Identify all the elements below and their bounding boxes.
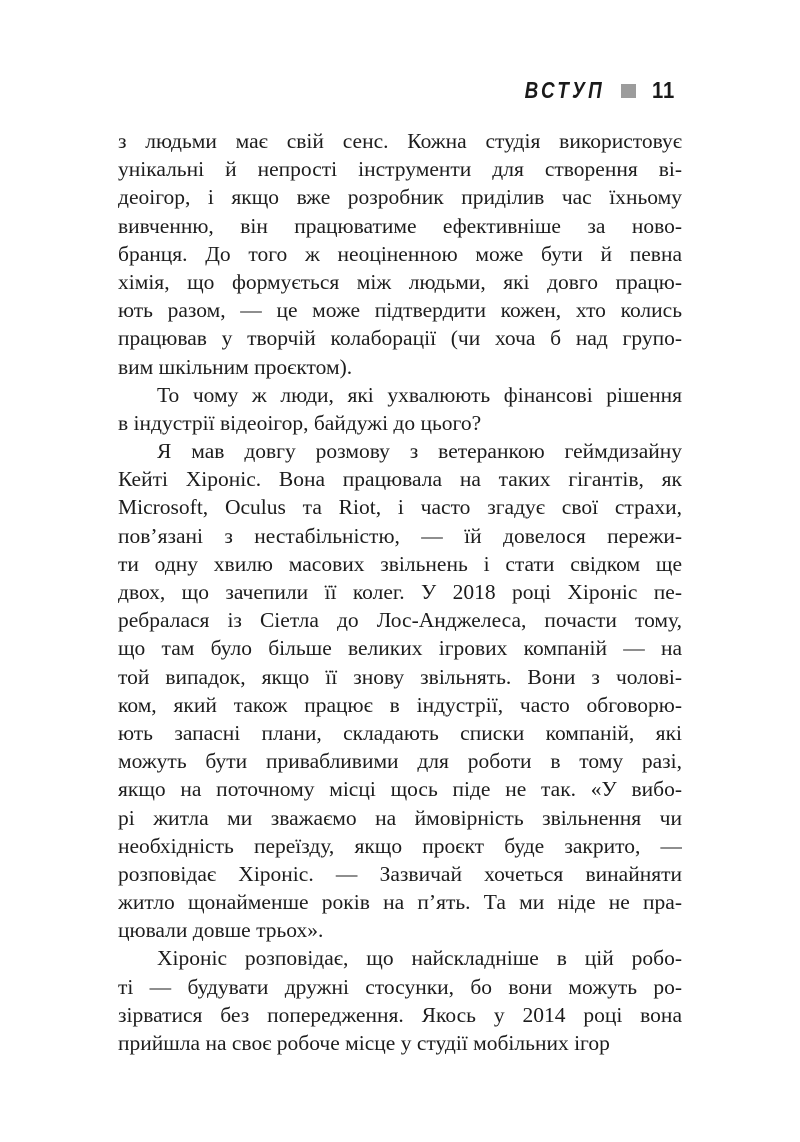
text-line: ті — будувати дружні стосунки, бо вони можуть ро- [118, 974, 682, 999]
text-line: необхідність переїзду, якщо проєкт буде закрито, — [118, 833, 682, 858]
text-line: ють запасні плани, складають списки компаній, які [118, 720, 682, 745]
text-line: ти одну хвилю масових звільнень і стати свідком ще [118, 551, 682, 576]
text-line: Microsoft, Oculus та Riot, і часто згадує свої страхи, [118, 495, 682, 520]
text-line: якщо на поточному місці щось піде не так. «У вибо- [118, 777, 682, 802]
text-line: То чому ж люди, які ухвалюють фінансові рішення [157, 382, 682, 407]
text-line: ють разом, — це може підтвердити кожен, хто колись [118, 298, 682, 323]
section-title: ВСТУП [524, 77, 605, 103]
text-line: рі житла ми зважаємо на ймовірність звільнення чи [118, 805, 682, 830]
text-line: той випадок, якщо її знову звільнять. Вони з чолові- [118, 664, 682, 689]
text-line: з людьми має свій сенс. Кожна студія використовує [118, 129, 682, 153]
text-line: деоігор, і якщо вже розробник приділив час їхньому [118, 185, 682, 210]
text-line: вивченню, він працюватиме ефективніше за ново- [118, 213, 682, 238]
text-line: працював у творчій колаборації (чи хоча б над групо- [118, 326, 682, 351]
text-line: Я мав довгу розмову з ветеранкою геймдизайну [157, 439, 682, 464]
text-line: ребралася із Сіетла до Лос-Анджелеса, почасти тому, [118, 608, 682, 633]
text-line: двох, що зачепили її колег. У 2018 році Хіроніс пе- [118, 580, 682, 604]
text-line: в індустрії відеоігор, байдужі до цього? [118, 410, 482, 435]
text-line: прийшла на своє робоче місце у студії мобільних ігор [118, 1031, 610, 1055]
page-number: 11 [651, 77, 675, 103]
body-text [118, 127, 682, 1057]
text-line: унікальні й непрості інструменти для створення ві- [118, 157, 682, 182]
text-line: житло щонайменше років на п’ять. Та ми ніде не пра- [118, 890, 682, 915]
text-line: вим шкільним проєктом). [118, 354, 353, 379]
text-line: пов’язані з нестабільністю, — їй довелося пережи- [118, 523, 682, 548]
text-line: розповідає Хіроніс. — Зазвичай хочеться винайняти [118, 861, 682, 886]
text-line: цювали довше трьох». [118, 918, 324, 943]
running-header [118, 79, 678, 102]
text-line: зірватися без попередження. Якось у 2014 році вона [118, 1002, 682, 1027]
section-separator-square-icon [621, 84, 636, 98]
text-line: що там було більше великих ігрових компаній — на [118, 636, 682, 661]
text-line: хімія, що формується між людьми, які довго працю- [118, 269, 682, 294]
text-line: можуть бути привабливими для роботи в тому разі, [118, 749, 682, 774]
text-line: ком, який також працює в індустрії, часто обговорю- [118, 692, 682, 717]
text-line: Кейті Хіроніс. Вона працювала на таких гігантів, як [118, 467, 682, 492]
text-line: Хіроніс розповідає, що найскладніше в цій робо- [157, 946, 682, 971]
text-line: бранця. До того ж неоціненною може бути й певна [118, 241, 682, 266]
